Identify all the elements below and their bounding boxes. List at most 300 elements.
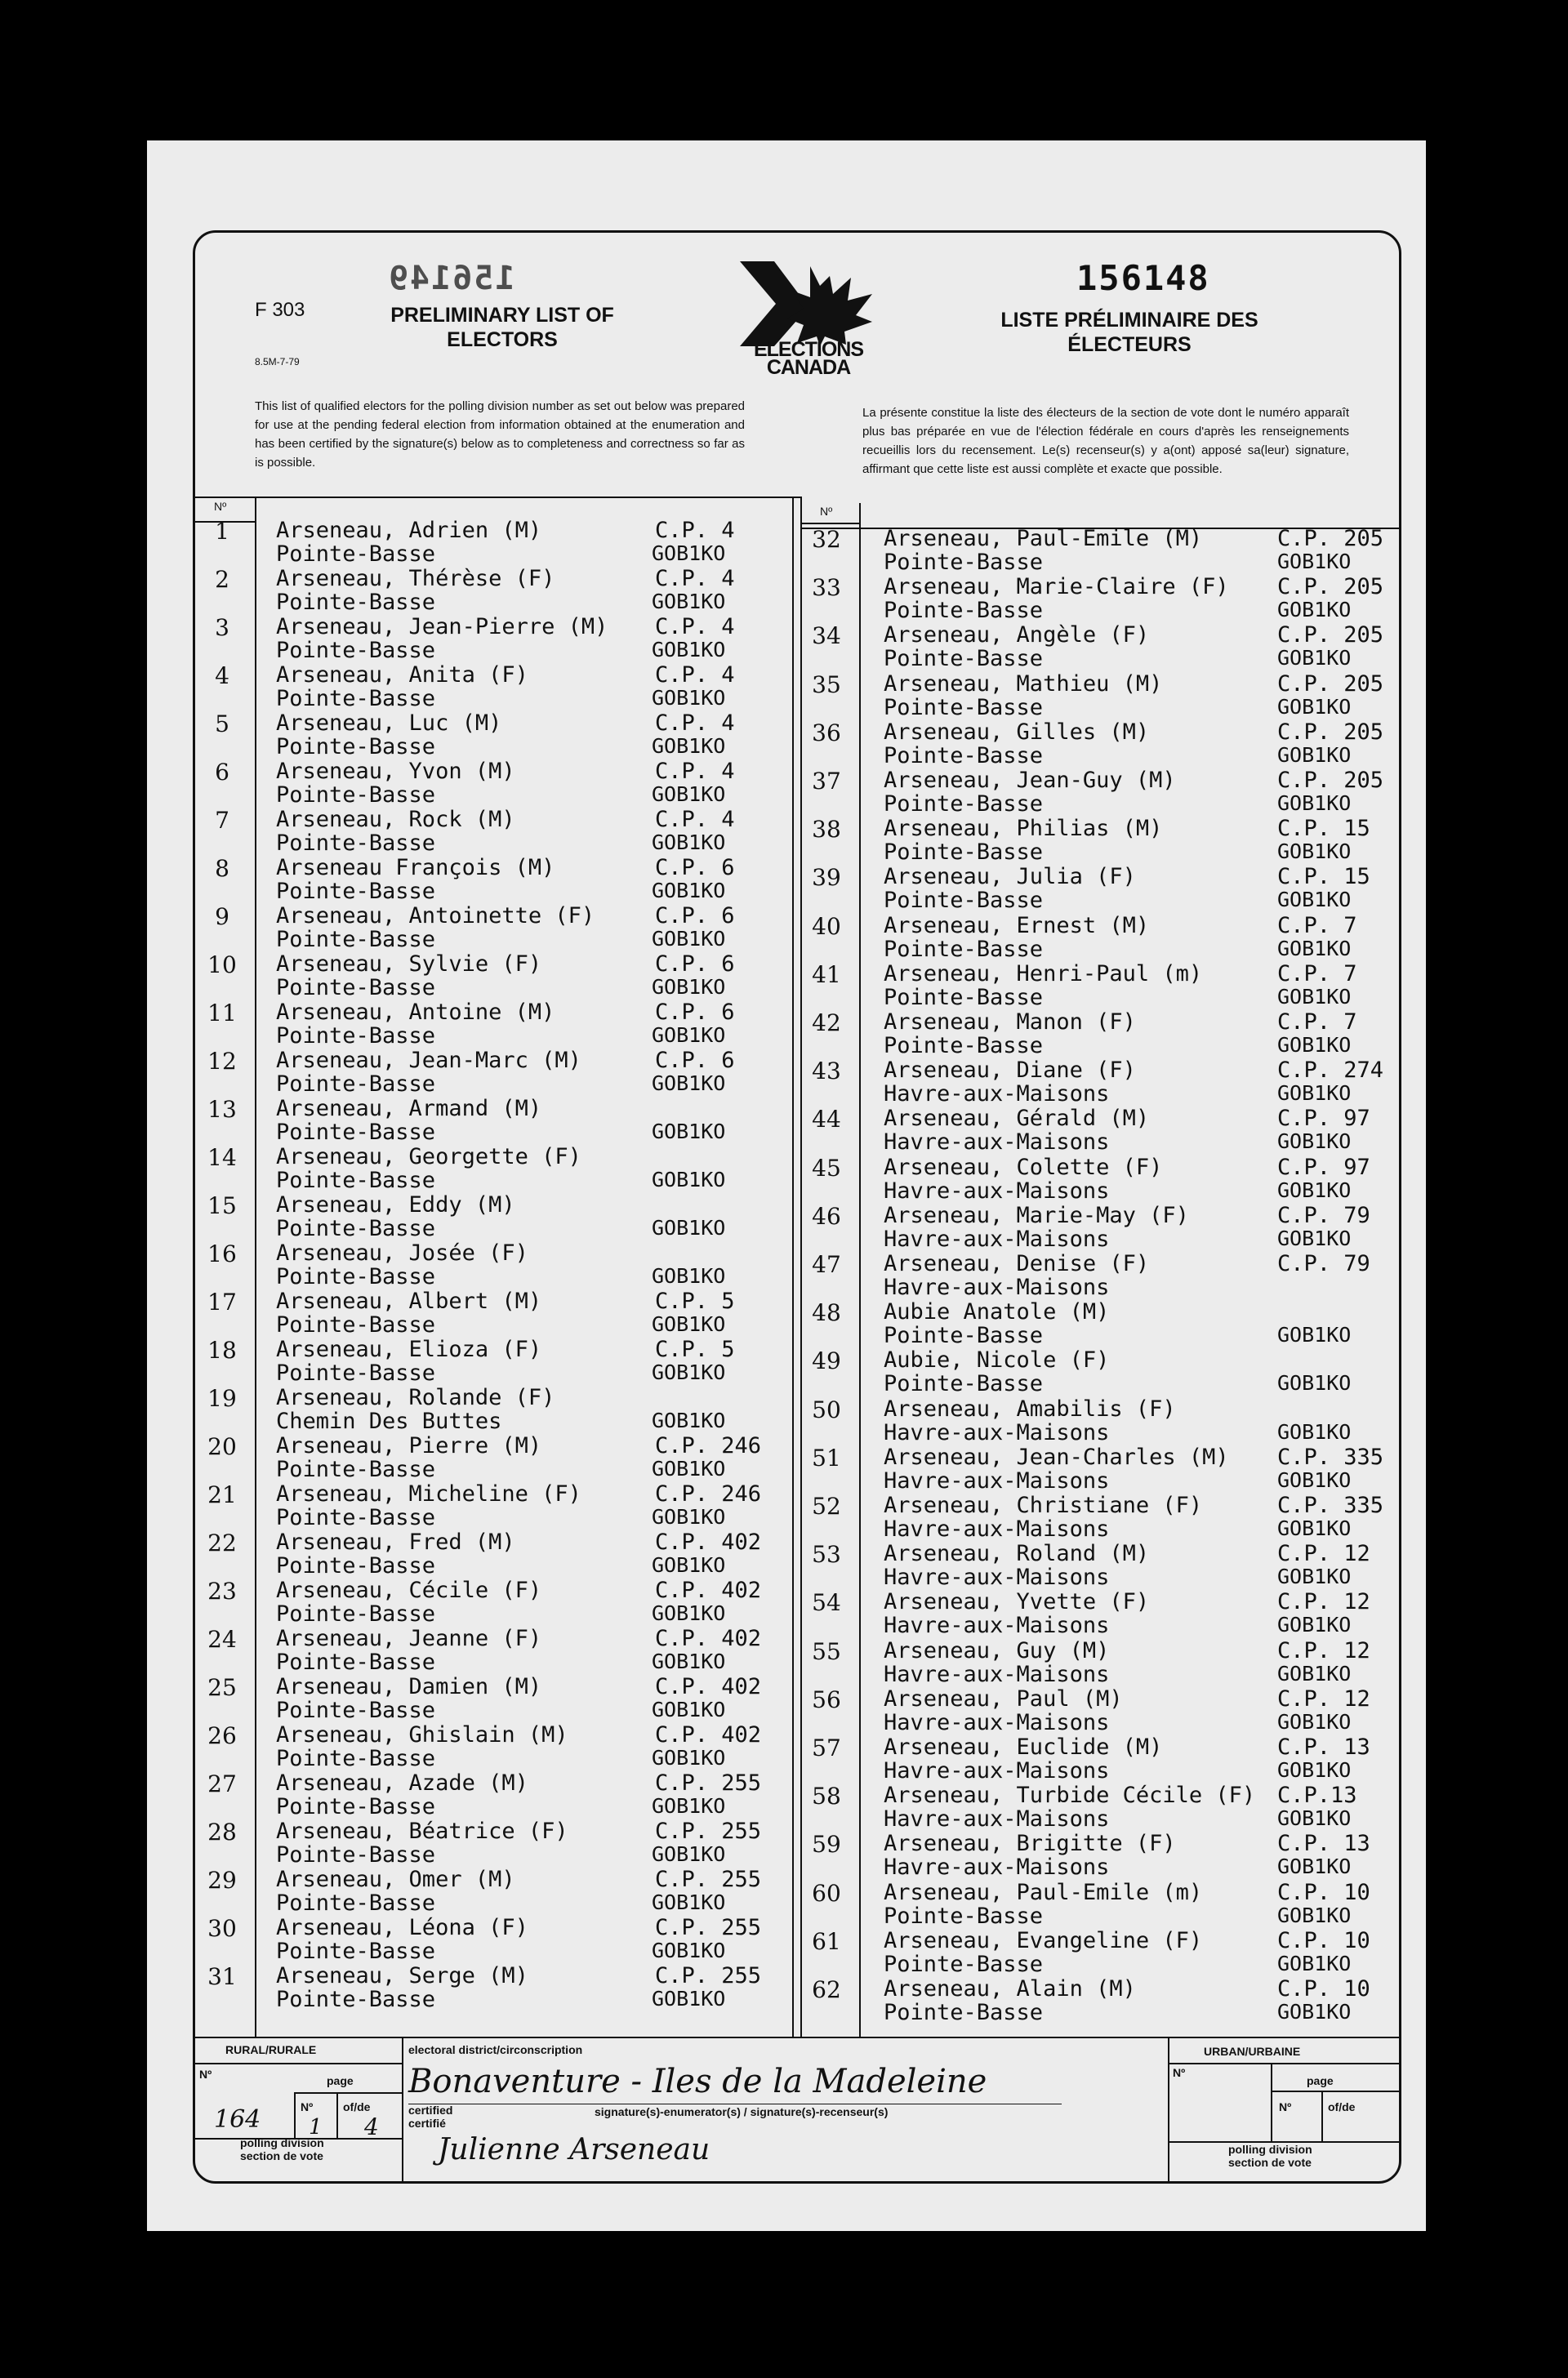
- elector-number: 12: [207, 1048, 237, 1075]
- elector-name: Arseneau, Philias (M): [884, 816, 1163, 842]
- elector-number: 62: [812, 1976, 841, 2003]
- elector-locality: Pointe-Basse: [276, 1987, 436, 2012]
- elector-number: 10: [207, 951, 237, 978]
- elector-name: Arseneau, Roland (M): [884, 1541, 1150, 1567]
- elector-postal-code: GOB1KO: [1277, 694, 1352, 719]
- elector-postal-code: GOB1KO: [1277, 2000, 1352, 2024]
- elector-number: 40: [812, 912, 841, 940]
- rural-page-label: page: [327, 2074, 354, 2087]
- elector-postal-code: GOB1KO: [1277, 1129, 1352, 1154]
- elector-postal-code: GOB1KO: [1277, 1178, 1352, 1202]
- elector-postal-code: GOB1KO: [1277, 1613, 1352, 1637]
- elector-number: 31: [207, 1963, 237, 1990]
- electors-list-right: [802, 528, 1401, 2038]
- elector-number: 8: [215, 855, 229, 882]
- rural-no-label: Nº: [199, 2068, 212, 2081]
- title-english-line1: PRELIMINARY LIST OF: [390, 304, 614, 327]
- elector-name: Arseneau, Jeanne (F): [276, 1626, 542, 1651]
- elector-postal-box: C.P. 4: [655, 614, 735, 639]
- elector-row: [198, 1098, 792, 1146]
- elector-number: 27: [207, 1770, 237, 1797]
- elector-locality: Havre-aux-Maisons: [884, 1178, 1110, 1204]
- elector-postal-box: C.P. 205: [1277, 719, 1384, 745]
- elector-postal-code: GOB1KO: [1277, 791, 1352, 815]
- elector-name: Arseneau, Micheline (F): [276, 1481, 581, 1507]
- elector-number: 30: [207, 1915, 237, 1942]
- number-column-header-right: Nº: [820, 505, 833, 518]
- elector-postal-code: GOB1KO: [652, 1890, 726, 1914]
- elector-name: Arseneau, Yvon (M): [276, 759, 515, 784]
- elector-locality: Pointe-Basse: [276, 1939, 436, 1964]
- elector-name: Arseneau, Julia (F): [884, 864, 1136, 890]
- elector-row: [198, 1917, 792, 1965]
- elector-row: [198, 1146, 792, 1194]
- elector-name: Arseneau, Damien (M): [276, 1674, 542, 1699]
- rural-page-top-rule: [294, 2092, 402, 2094]
- elector-postal-box: C.P. 402: [655, 1722, 762, 1748]
- elector-locality: Pointe-Basse: [884, 984, 1044, 1010]
- logo-text-elections: ELECTIONS: [753, 338, 864, 361]
- elector-number: 35: [812, 670, 841, 698]
- elector-row: [802, 1011, 1400, 1059]
- elector-postal-code: GOB1KO: [652, 1360, 726, 1384]
- elector-row: [802, 576, 1400, 624]
- elector-postal-code: GOB1KO: [652, 1505, 726, 1529]
- elector-name: Arseneau, Pierre (M): [276, 1433, 542, 1458]
- elector-postal-code: GOB1KO: [1277, 1371, 1352, 1396]
- elector-name: Arseneau, Brigitte (F): [884, 1831, 1176, 1857]
- elector-locality: Pointe-Basse: [276, 1360, 436, 1386]
- elector-postal-code: GOB1KO: [652, 1409, 726, 1432]
- elector-locality: Havre-aux-Maisons: [884, 1758, 1110, 1784]
- elector-row: [198, 1724, 792, 1772]
- number-column-header-left: Nº: [214, 500, 227, 513]
- elector-name: Arseneau, Diane (F): [884, 1058, 1136, 1084]
- title-english-line2: ELECTORS: [447, 328, 558, 351]
- elector-postal-box: C.P. 97: [1277, 1106, 1370, 1132]
- elector-name: Arseneau, Sylvie (F): [276, 951, 542, 977]
- elector-locality: Pointe-Basse: [276, 879, 436, 904]
- rural-page-no-label: Nº: [301, 2100, 314, 2113]
- elector-postal-box: C.P. 15: [1277, 864, 1370, 890]
- elector-number: 38: [812, 816, 841, 844]
- elector-postal-box: C.P. 4: [655, 807, 735, 832]
- elector-locality: Pointe-Basse: [276, 927, 436, 952]
- elector-postal-code: GOB1KO: [1277, 1033, 1352, 1057]
- elector-postal-code: GOB1KO: [652, 638, 726, 661]
- elector-postal-box: C.P. 6: [655, 903, 735, 928]
- elector-row: [198, 760, 792, 808]
- elector-number: 46: [812, 1202, 841, 1230]
- elector-postal-box: C.P. 4: [655, 759, 735, 784]
- elector-postal-code: GOB1KO: [1277, 1903, 1352, 1927]
- elector-number: 22: [207, 1530, 237, 1556]
- elector-number: 11: [207, 1000, 237, 1026]
- elector-locality: Pointe-Basse: [884, 1951, 1044, 1977]
- elector-locality: Havre-aux-Maisons: [884, 1565, 1110, 1591]
- elector-number: 42: [812, 1009, 841, 1036]
- electoral-district-value: Bonaventure - Iles de la Madeleine: [408, 2063, 987, 2100]
- intro-text-english: This list of qualified electors for the polling division number as set out below was prepared for use at the pending federal election from information obtained at the enumeration and has been certified by the signature(s) below as to completeness and correctness so far as is possible.: [255, 399, 745, 470]
- elector-postal-box: C.P. 255: [655, 1867, 762, 1892]
- elector-number: 48: [812, 1299, 841, 1327]
- elector-name: Arseneau, Paul (M): [884, 1686, 1123, 1712]
- elector-number: 39: [812, 864, 841, 892]
- elector-postal-box: C.P. 4: [655, 566, 735, 591]
- elector-name: Arseneau, Antoine (M): [276, 1000, 555, 1025]
- elector-postal-code: GOB1KO: [1277, 550, 1352, 573]
- elector-locality: Pointe-Basse: [276, 1553, 436, 1579]
- elector-locality: Havre-aux-Maisons: [884, 1855, 1110, 1881]
- elector-postal-box: C.P. 335: [1277, 1444, 1384, 1470]
- table-header-rule-right: [800, 523, 859, 524]
- elector-row: [198, 1820, 792, 1868]
- elector-number: 45: [812, 1154, 841, 1182]
- elector-row: [802, 1978, 1400, 2026]
- elector-number: 60: [812, 1879, 841, 1907]
- elector-postal-code: GOB1KO: [1277, 646, 1352, 670]
- elector-postal-code: GOB1KO: [652, 1842, 726, 1866]
- elector-name: Arseneau, Omer (M): [276, 1867, 515, 1892]
- polling-division-number: 164: [214, 2105, 261, 2134]
- elector-postal-code: GOB1KO: [1277, 839, 1352, 864]
- elector-locality: Pointe-Basse: [884, 936, 1044, 962]
- urban-of-divider: [1321, 2091, 1323, 2141]
- elector-locality: Havre-aux-Maisons: [884, 1806, 1110, 1832]
- urban-no-label: Nº: [1173, 2066, 1186, 2079]
- elector-locality: Pointe-Basse: [276, 590, 436, 615]
- urban-page-label: page: [1307, 2074, 1334, 2087]
- elector-row: [802, 1784, 1400, 1832]
- elector-postal-code: GOB1KO: [652, 541, 726, 565]
- elector-number: 61: [812, 1927, 841, 1955]
- elector-locality: Pointe-Basse: [884, 791, 1044, 817]
- urban-page-of-label: of/de: [1328, 2100, 1356, 2113]
- elector-postal-code: GOB1KO: [652, 1601, 726, 1625]
- elector-name: Arseneau, Armand (M): [276, 1096, 542, 1121]
- title-french-line1: LISTE PRÉLIMINAIRE DES: [1000, 309, 1258, 332]
- elector-locality: Pointe-Basse: [276, 1505, 436, 1530]
- elector-postal-box: C.P. 7: [1277, 1009, 1357, 1035]
- elector-locality: Pointe-Basse: [884, 598, 1044, 624]
- elector-locality: Pointe-Basse: [276, 1264, 436, 1289]
- elector-postal-box: C.P. 335: [1277, 1493, 1384, 1518]
- elector-postal-box: C.P. 246: [655, 1433, 762, 1458]
- elector-postal-box: C.P. 205: [1277, 574, 1384, 600]
- elector-name: Arseneau, Angèle (F): [884, 622, 1150, 648]
- elector-number: 41: [812, 960, 841, 988]
- elector-name: Arseneau, Antoinette (F): [276, 903, 595, 928]
- elector-postal-box: C.P. 6: [655, 1000, 735, 1025]
- elector-postal-code: GOB1KO: [652, 879, 726, 902]
- footer-sub-rule-right: [1168, 2063, 1401, 2064]
- electors-list-left: [198, 519, 794, 2038]
- elector-name: Arseneau, Colette (F): [884, 1154, 1163, 1180]
- elector-number: 18: [207, 1337, 237, 1364]
- elector-row: [198, 905, 792, 953]
- elector-row: [802, 912, 1400, 963]
- elector-postal-box: C.P. 15: [1277, 816, 1370, 842]
- elector-name: Arseneau, Rock (M): [276, 807, 515, 832]
- elector-name: Arseneau, Josée (F): [276, 1240, 528, 1266]
- elector-postal-box: C.P. 10: [1277, 1879, 1370, 1905]
- elector-row: [198, 953, 792, 1001]
- elector-locality: Havre-aux-Maisons: [884, 1516, 1110, 1542]
- elector-row: [198, 664, 792, 712]
- elector-name: Arseneau, Mathieu (M): [884, 670, 1163, 697]
- elector-name: Arseneau, Denise (F): [884, 1251, 1150, 1276]
- elector-name: Arseneau, Paul-Emile (m): [884, 1879, 1203, 1905]
- elector-number: 25: [207, 1674, 237, 1701]
- elector-name: Arseneau, Jean-Guy (M): [884, 768, 1176, 793]
- elector-row: [802, 1059, 1400, 1107]
- elector-name: Arseneau, Alain (M): [884, 1976, 1136, 2002]
- elector-row: [198, 519, 792, 568]
- elector-postal-code: GOB1KO: [652, 1120, 726, 1143]
- elector-locality: Pointe-Basse: [276, 638, 436, 663]
- elector-row: [198, 808, 792, 857]
- elector-postal-code: GOB1KO: [652, 1457, 726, 1481]
- elector-locality: Havre-aux-Maisons: [884, 1275, 1110, 1300]
- elector-row: [802, 1736, 1400, 1784]
- page-number: 1: [309, 2115, 323, 2140]
- elector-name: Arseneau François (M): [276, 855, 555, 880]
- elector-postal-code: GOB1KO: [652, 1071, 726, 1095]
- footer-rule-urban-left: [1168, 2037, 1169, 2184]
- elector-locality: Pointe-Basse: [884, 2000, 1044, 2025]
- elector-locality: Pointe-Basse: [884, 839, 1044, 866]
- elector-name: Arseneau, Thérèse (F): [276, 566, 555, 591]
- elector-name: Arseneau, Yvette (F): [884, 1589, 1150, 1615]
- elector-postal-code: GOB1KO: [1277, 1855, 1352, 1879]
- elector-postal-code: GOB1KO: [1277, 742, 1352, 767]
- elector-postal-code: GOB1KO: [652, 1023, 726, 1047]
- elector-row: [802, 1832, 1400, 1881]
- elector-postal-box: C.P. 6: [655, 951, 735, 977]
- elector-row: [802, 769, 1400, 817]
- elector-number: 43: [812, 1058, 841, 1085]
- elector-postal-code: GOB1KO: [652, 1264, 726, 1288]
- elector-row: [198, 1772, 792, 1820]
- elector-row: [802, 1398, 1400, 1446]
- elector-postal-code: GOB1KO: [652, 1650, 726, 1673]
- elector-name: Arseneau, Azade (M): [276, 1770, 528, 1796]
- elector-postal-code: GOB1KO: [1277, 1516, 1352, 1540]
- logo-text-canada: CANADA: [766, 356, 851, 379]
- elector-row: [802, 960, 1400, 1011]
- elector-row: [198, 1001, 792, 1049]
- elector-row: [198, 1531, 792, 1579]
- elector-postal-box: C.P. 402: [655, 1578, 762, 1603]
- elector-row: [198, 1194, 792, 1242]
- elector-row: [198, 1387, 792, 1435]
- elector-postal-box: C.P. 7: [1277, 960, 1357, 986]
- elector-locality: Pointe-Basse: [884, 1371, 1044, 1397]
- elector-name: Arseneau, Béatrice (F): [276, 1819, 568, 1844]
- elector-row: [802, 1881, 1400, 1930]
- elector-postal-box: C.P. 4: [655, 518, 735, 543]
- elector-number: 15: [207, 1192, 237, 1219]
- elector-number: 36: [812, 719, 841, 746]
- elector-name: Arseneau, Evangeline (F): [884, 1927, 1203, 1953]
- elector-row: [802, 1494, 1400, 1543]
- enumerator-signature: Julienne Arseneau: [438, 2133, 710, 2166]
- elector-row: [802, 1301, 1400, 1349]
- elector-locality: Pointe-Basse: [276, 541, 436, 567]
- elector-number: 9: [215, 903, 229, 930]
- elector-locality: Pointe-Basse: [276, 1457, 436, 1482]
- footer-sub-rule-left: [193, 2063, 402, 2064]
- elector-row: [802, 721, 1400, 769]
- elector-postal-code: GOB1KO: [1277, 1226, 1352, 1250]
- elector-locality: Pointe-Basse: [884, 1903, 1044, 1929]
- elector-name: Arseneau, Euclide (M): [884, 1735, 1163, 1760]
- elector-number: 53: [812, 1541, 841, 1569]
- elector-row: [802, 866, 1400, 914]
- elector-locality: Havre-aux-Maisons: [884, 1129, 1110, 1156]
- elector-locality: Pointe-Basse: [276, 1698, 436, 1723]
- elector-locality: Havre-aux-Maisons: [884, 1661, 1110, 1687]
- elector-postal-box: C.P. 12: [1277, 1589, 1370, 1615]
- elector-name: Arseneau, Christiane (F): [884, 1493, 1203, 1518]
- elector-locality: Pointe-Basse: [276, 1601, 436, 1627]
- elector-name: Arseneau, Gérald (M): [884, 1106, 1150, 1132]
- elector-postal-box: C.P. 7: [1277, 912, 1357, 938]
- elector-name: Arseneau, Adrien (M): [276, 518, 542, 543]
- serial-number: 156148: [1076, 258, 1210, 298]
- elector-postal-box: C.P. 97: [1277, 1154, 1370, 1180]
- footer-rule-rural-right: [402, 2037, 403, 2184]
- elector-name: Arseneau, Amabilis (F): [884, 1396, 1176, 1422]
- elector-row: [198, 1242, 792, 1290]
- elector-name: Arseneau, Marie-May (F): [884, 1202, 1189, 1228]
- elector-name: Arseneau, Jean-Charles (M): [884, 1444, 1229, 1470]
- elector-name: Arseneau, Serge (M): [276, 1963, 528, 1988]
- elector-postal-code: GOB1KO: [652, 734, 726, 758]
- urban-page-mid-rule: [1271, 2091, 1401, 2092]
- elector-locality: Pointe-Basse: [276, 1023, 436, 1049]
- certified-label-french: certifié: [408, 2117, 446, 2130]
- elector-name: Arseneau, Jean-Pierre (M): [276, 614, 608, 639]
- elector-row: [198, 1483, 792, 1531]
- elector-postal-box: C.P. 402: [655, 1530, 762, 1555]
- elector-postal-code: GOB1KO: [652, 782, 726, 806]
- elector-postal-box: C.P.13: [1277, 1783, 1357, 1809]
- rural-polling-label-1: polling division: [240, 2136, 324, 2149]
- elector-name: Arseneau, Léona (F): [276, 1915, 528, 1940]
- elector-postal-code: GOB1KO: [652, 1987, 726, 2011]
- elector-postal-code: GOB1KO: [652, 1312, 726, 1336]
- elector-postal-code: GOB1KO: [652, 686, 726, 710]
- elector-row: [802, 1156, 1400, 1205]
- elector-locality: Pointe-Basse: [276, 1746, 436, 1771]
- elector-name: Arseneau, Marie-Claire (F): [884, 574, 1229, 600]
- elector-locality: Havre-aux-Maisons: [884, 1709, 1110, 1735]
- elector-number: 7: [215, 807, 229, 834]
- elector-number: 52: [812, 1493, 841, 1520]
- elector-row: [802, 1591, 1400, 1639]
- elector-postal-code: GOB1KO: [652, 1216, 726, 1240]
- elector-row: [802, 1253, 1400, 1301]
- elector-row: [198, 857, 792, 905]
- urban-page-no-label: Nº: [1279, 2100, 1292, 2113]
- elector-number: 5: [215, 710, 229, 737]
- elector-number: 57: [812, 1735, 841, 1761]
- elector-row: [198, 1049, 792, 1098]
- certified-label-english: certified: [408, 2104, 453, 2117]
- elector-postal-box: C.P. 205: [1277, 768, 1384, 793]
- rural-label: RURAL/RURALE: [225, 2043, 317, 2056]
- elector-row: [802, 1543, 1400, 1591]
- elector-postal-code: GOB1KO: [1277, 1419, 1352, 1444]
- elector-number: 54: [812, 1589, 841, 1617]
- elector-number: 21: [207, 1481, 237, 1508]
- urban-polling-label-2: section de vote: [1228, 2156, 1312, 2169]
- elector-name: Arseneau, Manon (F): [884, 1009, 1136, 1035]
- elector-name: Arseneau, Turbide Cécile (F): [884, 1783, 1256, 1809]
- elector-postal-code: GOB1KO: [1277, 936, 1352, 960]
- elector-postal-box: C.P. 10: [1277, 1927, 1370, 1953]
- mirrored-serial-number: 156149: [387, 260, 515, 297]
- elector-locality: Pointe-Basse: [884, 888, 1044, 914]
- elector-postal-box: C.P. 246: [655, 1481, 762, 1507]
- elector-locality: Pointe-Basse: [276, 831, 436, 856]
- elector-postal-code: GOB1KO: [1277, 1709, 1352, 1734]
- elector-row: [198, 616, 792, 664]
- elector-locality: Pointe-Basse: [276, 1120, 436, 1145]
- elector-row: [198, 1435, 792, 1483]
- elector-locality: Pointe-Basse: [884, 646, 1044, 672]
- elector-number: 13: [207, 1096, 237, 1123]
- elector-number: 49: [812, 1347, 841, 1375]
- elector-postal-box: C.P. 402: [655, 1674, 762, 1699]
- elector-locality: Pointe-Basse: [276, 1890, 436, 1916]
- elector-number: 2: [215, 566, 229, 593]
- elector-locality: Pointe-Basse: [276, 686, 436, 711]
- elector-number: 19: [207, 1385, 237, 1412]
- elector-row: [802, 1202, 1400, 1253]
- elector-postal-code: GOB1KO: [652, 1746, 726, 1770]
- elector-postal-box: C.P. 6: [655, 855, 735, 880]
- elector-number: 32: [812, 526, 841, 553]
- elector-number: 20: [207, 1433, 237, 1460]
- elector-row: [802, 1637, 1400, 1688]
- elector-postal-box: C.P. 205: [1277, 622, 1384, 648]
- elector-postal-box: C.P. 13: [1277, 1735, 1370, 1760]
- elector-postal-code: GOB1KO: [652, 1939, 726, 1962]
- elector-postal-code: GOB1KO: [1277, 1758, 1352, 1782]
- elector-number: 23: [207, 1578, 237, 1605]
- elector-number: 34: [812, 622, 841, 650]
- elector-row: [198, 1290, 792, 1338]
- elector-number: 33: [812, 574, 841, 602]
- page-total: 4: [364, 2113, 379, 2140]
- elector-name: Arseneau, Georgette (F): [276, 1144, 581, 1169]
- elector-number: 51: [812, 1444, 841, 1472]
- elector-row: [198, 1338, 792, 1387]
- table-top-rule-left: [193, 497, 802, 498]
- elector-postal-box: C.P. 4: [655, 662, 735, 688]
- elector-number: 56: [812, 1686, 841, 1713]
- elector-locality: Havre-aux-Maisons: [884, 1467, 1110, 1494]
- elector-number: 14: [207, 1144, 237, 1171]
- footer-top-rule: [193, 2037, 1401, 2038]
- elector-postal-code: GOB1KO: [652, 831, 726, 854]
- elector-row: [802, 1688, 1400, 1736]
- elector-locality: Havre-aux-Maisons: [884, 1081, 1110, 1107]
- elector-postal-box: C.P. 12: [1277, 1637, 1370, 1663]
- elector-locality: Pointe-Basse: [276, 1794, 436, 1819]
